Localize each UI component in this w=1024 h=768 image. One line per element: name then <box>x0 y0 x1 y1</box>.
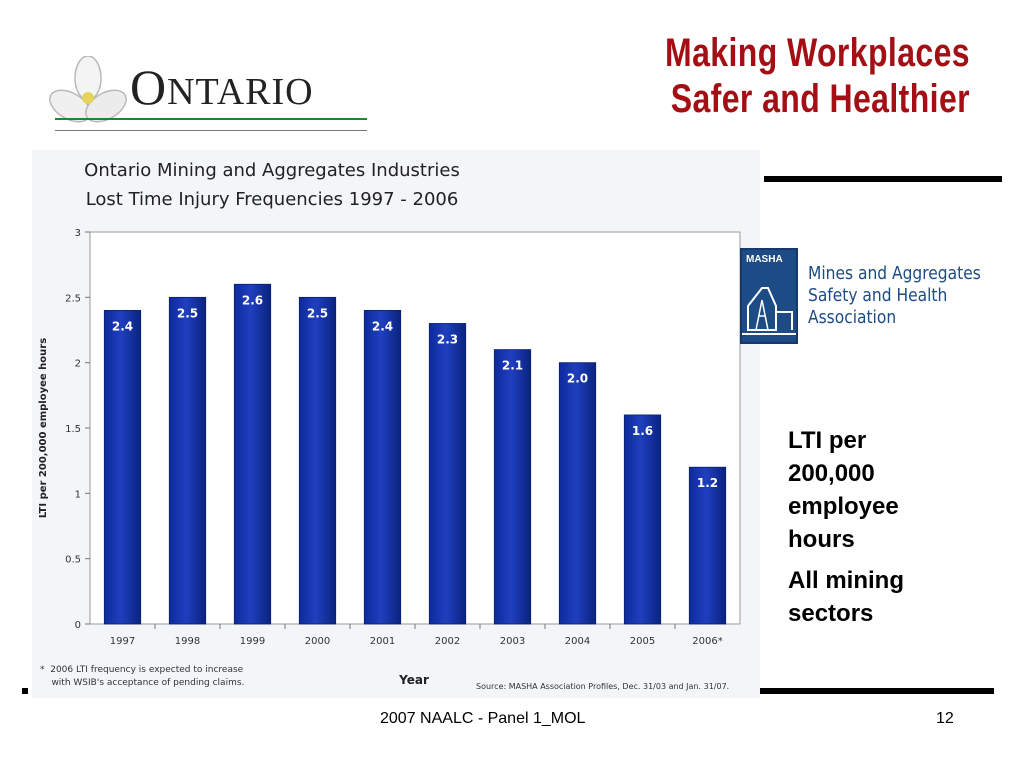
slide-title-line-2: Safer and Healthier <box>670 77 970 121</box>
bar-value-label: 2.4 <box>111 319 134 334</box>
y-axis <box>65 228 90 631</box>
divider-rule-top <box>764 176 1002 182</box>
slide-title-line-1: Making Workplaces <box>665 31 970 75</box>
bar-value-label: 2.0 <box>566 371 589 386</box>
y-tick-label: 0 <box>74 620 81 631</box>
x-tick-label: 2006* <box>692 636 723 647</box>
y-tick-label: 2 <box>74 358 81 370</box>
chart-title-line-2: Lost Time Injury Frequencies 1997 - 2006 <box>85 189 459 210</box>
bar-value-label: 1.2 <box>696 476 719 491</box>
x-tick-label: 2004 <box>564 636 591 647</box>
chart-panel <box>32 150 760 698</box>
logo-divider-green <box>55 118 367 120</box>
y-axis-label: LTI per 200,000 employee hours <box>38 337 49 519</box>
scope-line-1: All mining <box>788 567 904 594</box>
metric-description <box>788 424 988 556</box>
chart-source-note: Source: MASHA Association Profiles, Dec. 31/03 and Jan. 31/07. <box>476 682 730 691</box>
bar-2005 <box>624 415 660 624</box>
scope-description <box>788 564 988 630</box>
x-tick-label: 1999 <box>239 636 266 647</box>
bar-2002 <box>429 323 465 624</box>
y-tick-label: 2.5 <box>65 293 81 305</box>
lti-bar-chart <box>32 150 760 698</box>
bar-value-label: 2.6 <box>241 293 264 308</box>
bar-value-label: 2.4 <box>371 319 394 334</box>
bar-1999 <box>234 284 270 624</box>
footer-text: 2007 NAALC - Panel 1_MOL <box>380 710 586 727</box>
x-tick-label: 2003 <box>499 636 526 647</box>
x-tick-label: 2000 <box>304 636 331 647</box>
bar-2004 <box>559 363 595 624</box>
chart-footnote-line-2: with WSIB's acceptance of pending claims. <box>40 678 245 688</box>
x-tick-label: 1998 <box>174 636 201 647</box>
bar-value-label: 2.1 <box>501 358 524 373</box>
x-tick-label: 2005 <box>629 636 656 647</box>
x-tick-label: 1997 <box>109 636 136 647</box>
chart-footnote-line-1: * 2006 LTI frequency is expected to increase <box>40 665 244 675</box>
x-tick-label: 2001 <box>369 636 396 647</box>
masha-name-line-2: Safety and Health <box>808 285 948 306</box>
logo-divider-gray <box>55 130 367 131</box>
trillium-icon <box>48 56 128 136</box>
metric-line-3: employee <box>788 493 899 520</box>
metric-line-2: 200,000 <box>788 460 875 487</box>
bar-2003 <box>494 350 530 624</box>
masha-name-line-3: Association <box>808 307 897 328</box>
page-number: 12 <box>936 710 954 727</box>
y-tick-label: 1 <box>74 489 81 501</box>
bar-value-label: 2.5 <box>306 306 329 321</box>
y-tick-label: 1.5 <box>65 424 81 435</box>
masha-badge-text: MASHA <box>746 254 783 265</box>
side-notes <box>788 424 988 630</box>
x-axis <box>110 624 723 647</box>
x-tick-label: 2002 <box>434 636 461 647</box>
masha-name-line-1: Mines and Aggregates <box>808 263 981 284</box>
divider-rule-bottom <box>758 688 994 694</box>
bar-value-label: 2.3 <box>436 332 459 347</box>
chart-title-line-1: Ontario Mining and Aggregates Industries <box>84 160 460 181</box>
bar-value-label: 2.5 <box>176 306 199 321</box>
bar-2000 <box>299 297 335 624</box>
ontario-wordmark: ONTARIO <box>130 59 314 115</box>
y-tick-label: 3 <box>74 228 81 239</box>
masha-name <box>808 263 989 329</box>
bar-1998 <box>169 297 205 624</box>
bullet-marker <box>22 688 28 694</box>
scope-line-2: sectors <box>788 600 874 627</box>
metric-line-1: LTI per <box>788 427 867 454</box>
bar-2001 <box>364 310 400 624</box>
bar-2006* <box>689 467 725 624</box>
bar-value-label: 1.6 <box>631 423 654 438</box>
y-tick-label: 0.5 <box>65 554 81 566</box>
metric-line-4: hours <box>788 526 855 553</box>
slide-title <box>570 30 970 122</box>
bar-1997 <box>104 310 140 624</box>
x-axis-label: Year <box>399 673 429 687</box>
